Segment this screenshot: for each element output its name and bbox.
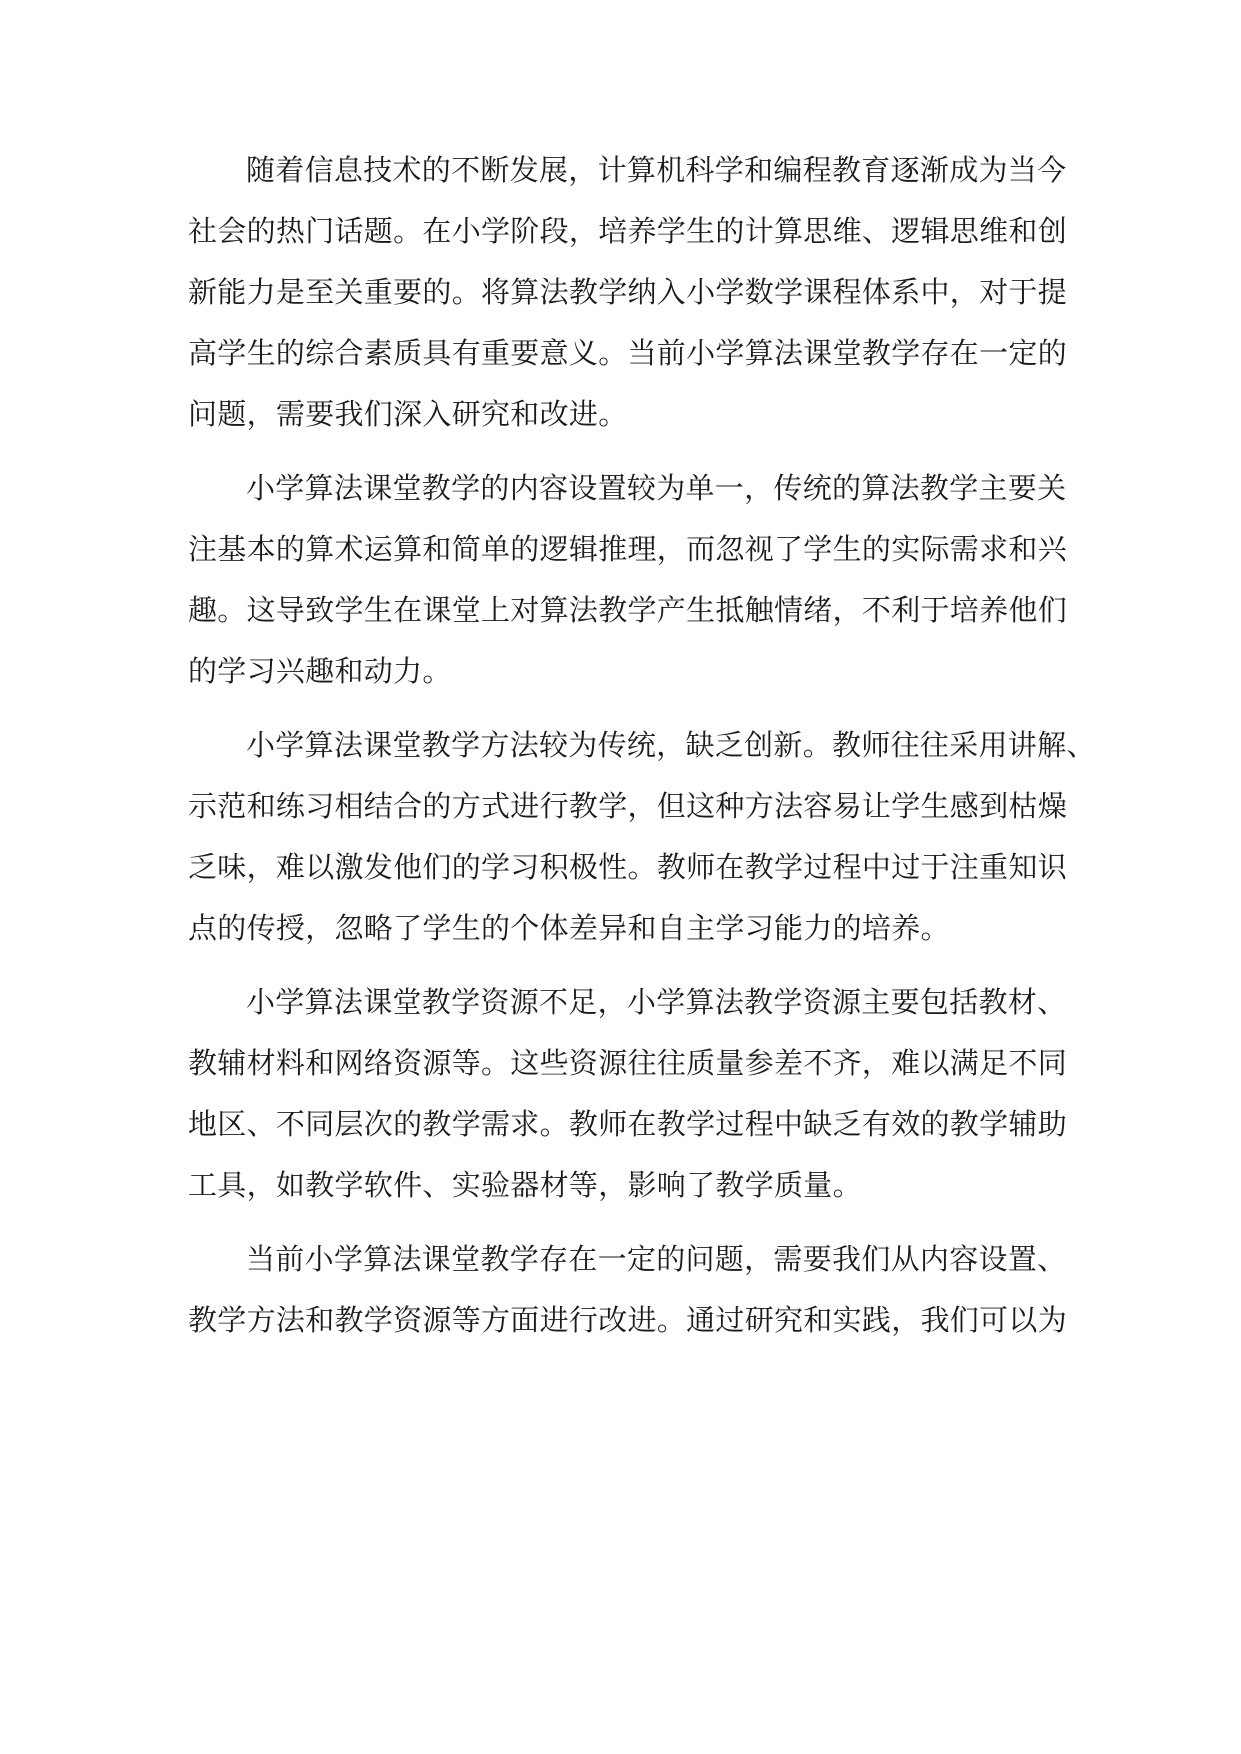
paragraph-line: 高学生的综合素质具有重要意义。当前小学算法课堂教学存在一定的: [188, 336, 1068, 370]
paragraph-spacer: [188, 702, 1058, 715]
paragraph-4: [188, 972, 1068, 1216]
paragraph-line: 当前小学算法课堂教学存在一定的问题，需要我们从内容设置、: [246, 1242, 1067, 1276]
paragraph-3: [188, 715, 1096, 959]
paragraph-line: 新能力是至关重要的。将算法教学纳入小学数学课程体系中，对于提: [188, 275, 1068, 309]
paragraph-1: [188, 140, 1068, 445]
paragraph-line: 小学算法课堂教学方法较为传统，缺乏创新。教师往往采用讲解、: [246, 728, 1096, 762]
paragraph-line: 社会的热门话题。在小学阶段，培养学生的计算思维、逻辑思维和创: [188, 214, 1068, 248]
paragraph-line: 问题，需要我们深入研究和改进。: [188, 397, 628, 431]
paragraph-line: 小学算法课堂教学资源不足，小学算法教学资源主要包括教材、: [246, 985, 1067, 1019]
paragraph-line: 地区、不同层次的教学需求。教师在教学过程中缺乏有效的教学辅助: [188, 1107, 1068, 1141]
paragraph-line: 示范和练习相结合的方式进行教学，但这种方法容易让学生感到枯燥: [188, 789, 1068, 823]
paragraph-line: 的学习兴趣和动力。: [188, 654, 452, 688]
paragraph-spacer: [188, 959, 1058, 972]
paragraph-line: 小学算法课堂教学的内容设置较为单一，传统的算法教学主要关: [246, 471, 1067, 505]
paragraph-line: 教学方法和教学资源等方面进行改进。通过研究和实践，我们可以为: [188, 1303, 1068, 1337]
paragraph-spacer: [188, 1216, 1058, 1229]
paragraph-5: [188, 1229, 1068, 1351]
paragraph-line: 乏味，难以激发他们的学习积极性。教师在教学过程中过于注重知识: [188, 850, 1068, 884]
paragraph-2: [188, 458, 1068, 702]
paragraph-line: 趣。这导致学生在课堂上对算法教学产生抵触情绪，不利于培养他们: [188, 593, 1068, 627]
document-body: [188, 140, 1096, 1351]
paragraph-line: 工具，如教学软件、实验器材等，影响了教学质量。: [188, 1168, 862, 1202]
paragraph-line: 点的传授，忽略了学生的个体差异和自主学习能力的培养。: [188, 911, 950, 945]
paragraph-line: 教辅材料和网络资源等。这些资源往往质量参差不齐，难以满足不同: [188, 1046, 1068, 1080]
paragraph-line: 注基本的算术运算和简单的逻辑推理，而忽视了学生的实际需求和兴: [188, 532, 1068, 566]
paragraph-spacer: [188, 445, 1058, 458]
paragraph-line: 随着信息技术的不断发展，计算机科学和编程教育逐渐成为当今: [246, 153, 1067, 187]
